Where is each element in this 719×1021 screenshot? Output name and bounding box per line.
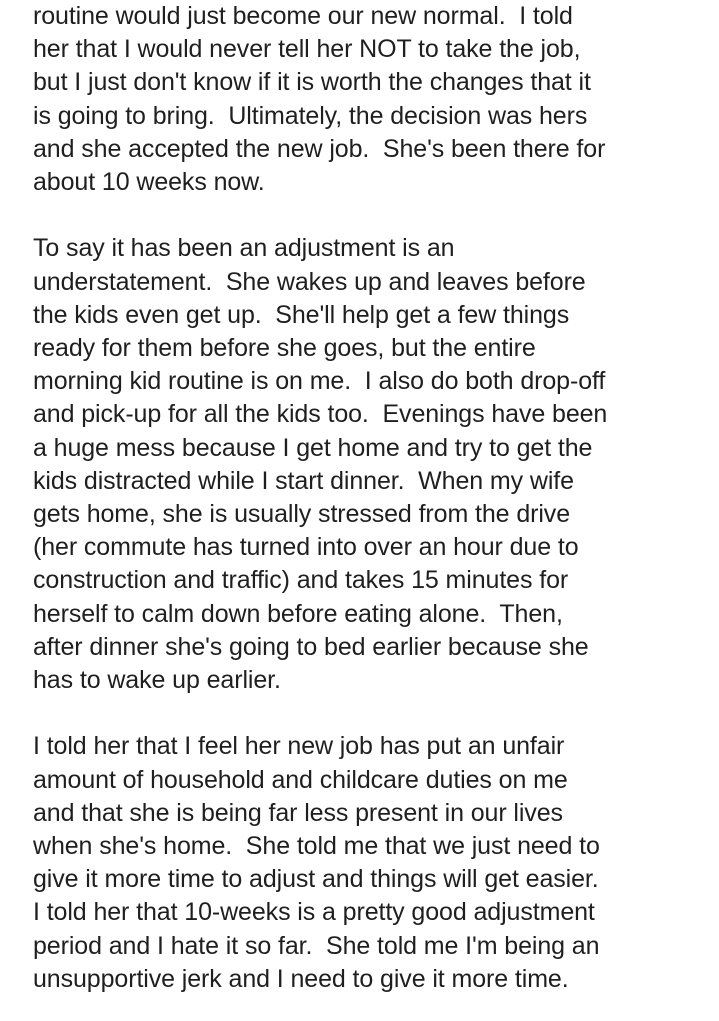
text-line: her that I would never tell her NOT to take the job, xyxy=(33,35,581,64)
text-line: kids distracted while I start dinner. When my wife xyxy=(33,466,574,495)
paragraph-2 xyxy=(33,232,713,697)
text-line: understatement. She wakes up and leaves before xyxy=(33,267,586,296)
text-line: but I just don't know if it is worth the changes that it xyxy=(33,68,591,97)
text-line: (her commute has turned into over an hour due to xyxy=(33,533,579,562)
text-line: and pick-up for all the kids too. Evenings have been xyxy=(33,400,608,429)
text-line: ready for them before she goes, but the entire xyxy=(33,334,536,363)
text-line: after dinner she's going to bed earlier because she xyxy=(33,632,589,661)
text-line: gets home, she is usually stressed from the drive xyxy=(33,500,571,529)
text-line: give it more time to adjust and things will get easier. xyxy=(33,865,599,894)
text-line: and that she is being far less present in our lives xyxy=(33,798,563,827)
text-line: period and I hate it so far. She told me I'm being an xyxy=(33,931,600,960)
paragraph-3 xyxy=(33,730,713,996)
text-line: the kids even get up. She'll help get a few things xyxy=(33,300,570,329)
document-body xyxy=(33,0,713,996)
text-line: herself to calm down before eating alone. Then, xyxy=(33,599,563,628)
text-line: To say it has been an adjustment is an xyxy=(33,234,455,263)
text-line: routine would just become our new normal. I told xyxy=(33,2,573,30)
text-line: I told her that I feel her new job has put an unfair xyxy=(33,732,565,761)
text-line: a huge mess because I get home and try to get the xyxy=(33,433,593,462)
text-line: is going to bring. Ultimately, the decision was hers xyxy=(33,101,588,130)
text-line: has to wake up earlier. xyxy=(33,666,281,695)
text-line: and she accepted the new job. She's been there for xyxy=(33,134,606,163)
text-line: I told her that 10-weeks is a pretty good adjustment xyxy=(33,898,595,927)
text-line: about 10 weeks now. xyxy=(33,168,265,197)
paragraph-gap xyxy=(33,199,713,232)
text-line: construction and traffic) and takes 15 minutes for xyxy=(33,566,569,595)
text-line: unsupportive jerk and I need to give it more time. xyxy=(33,964,569,993)
text-line: morning kid routine is on me. I also do both drop-off xyxy=(33,367,606,396)
paragraph-gap xyxy=(33,697,713,730)
paragraph-1 xyxy=(33,0,713,199)
text-line: amount of household and childcare duties on me xyxy=(33,765,568,794)
text-line: when she's home. She told me that we just need to xyxy=(33,832,600,861)
